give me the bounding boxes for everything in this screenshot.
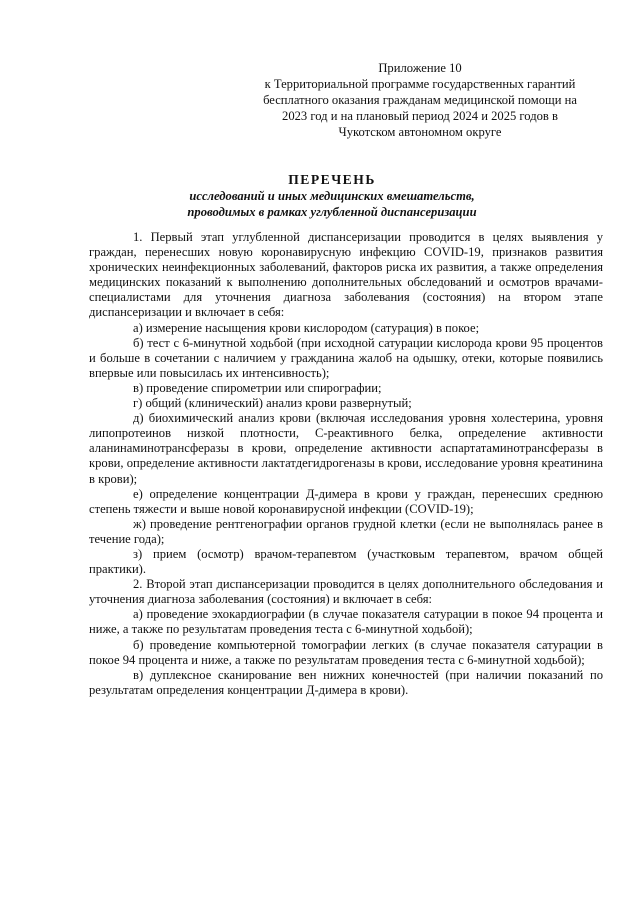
- appendix-ref-line: к Территориальной программе государственных гарантий: [264, 77, 576, 91]
- appendix-header: [250, 60, 590, 140]
- list-item: а) проведение эхокардиографии (в случае показателя сатурации в покое 94 процента и ниже, а также по результатам проведения теста с 6-минутной ходьбой);: [89, 607, 603, 637]
- appendix-ref-line: Чукотском автономном округе: [338, 125, 502, 139]
- list-item: в) проведение спирометрии или спирографии;: [133, 380, 382, 395]
- list-item: д) биохимический анализ крови (включая исследования уровня холестерина, уровня липопротеинов низкой плотности, С-реактивного белка, определение активности аланинаминотрансферазы в крови, определение активности аспартатаминотрансферазы в крови, определение активности лактатдегидрогеназы в крови, исследование уровня креатинина в крови);: [89, 411, 603, 486]
- document-subtitle: исследований и иных медицинских вмешательств,: [189, 189, 475, 203]
- list-item: в) дуплексное сканирование вен нижних конечностей (при наличии показаний по результатам определения концентрации Д-димера в крови).: [89, 667, 603, 697]
- document-body: [89, 230, 603, 698]
- appendix-number: Приложение 10: [378, 61, 462, 75]
- document-title-block: [120, 171, 544, 220]
- document-subtitle: проводимых в рамках углубленной диспансеризации: [187, 205, 477, 219]
- paragraph-stage-2: 2. Второй этап диспансеризации проводится в целях дополнительного обследования и уточнения диагноза заболевания (состояния) и включает в себя:: [89, 577, 603, 607]
- list-item: б) тест с 6-минутной ходьбой (при исходной сатурации кислорода крови 95 процентов и больше в сочетании с наличием у гражданина жалоб на одышку, отеки, которые появились впервые или повысилась их интенсивность);: [89, 335, 603, 380]
- list-item: ж) проведение рентгенографии органов грудной клетки (если не выполнялась ранее в течение года);: [89, 516, 603, 546]
- list-item: г) общий (клинический) анализ крови развернутый;: [133, 396, 412, 411]
- paragraph-stage-1: 1. Первый этап углубленной диспансеризации проводится в целях выявления у граждан, перенесших новую коронавирусную инфекцию COVID-19, признаков развития хронических неинфекционных заболеваний, факторов риска их развития, а также определения медицинских показаний к выполнению дополнительных обследований и осмотров врачами-специалистами для уточнения диагноза заболевания (состояния) на втором этапе диспансеризации и включает в себя:: [89, 230, 603, 320]
- list-item: з) прием (осмотр) врачом-терапевтом (участковым терапевтом, врачом общей практики).: [89, 546, 603, 577]
- list-item: е) определение концентрации Д-димера в крови у граждан, перенесших среднюю степень тяжести и выше новой коронавирусной инфекции (COVID-19);: [89, 486, 603, 516]
- document-title: ПЕРЕЧЕНЬ: [288, 172, 376, 187]
- appendix-ref-line: 2023 год и на плановый период 2024 и 2025 годов в: [282, 109, 558, 123]
- list-item: а) измерение насыщения крови кислородом (сатурация) в покое;: [133, 320, 480, 335]
- appendix-ref-line: бесплатного оказания гражданам медицинской помощи на: [263, 93, 577, 107]
- list-item: б) проведение компьютерной томографии легких (в случае показателя сатурации в покое 94 процента и ниже, а также по результатам проведения теста с 6-минутной ходьбой);: [89, 637, 603, 667]
